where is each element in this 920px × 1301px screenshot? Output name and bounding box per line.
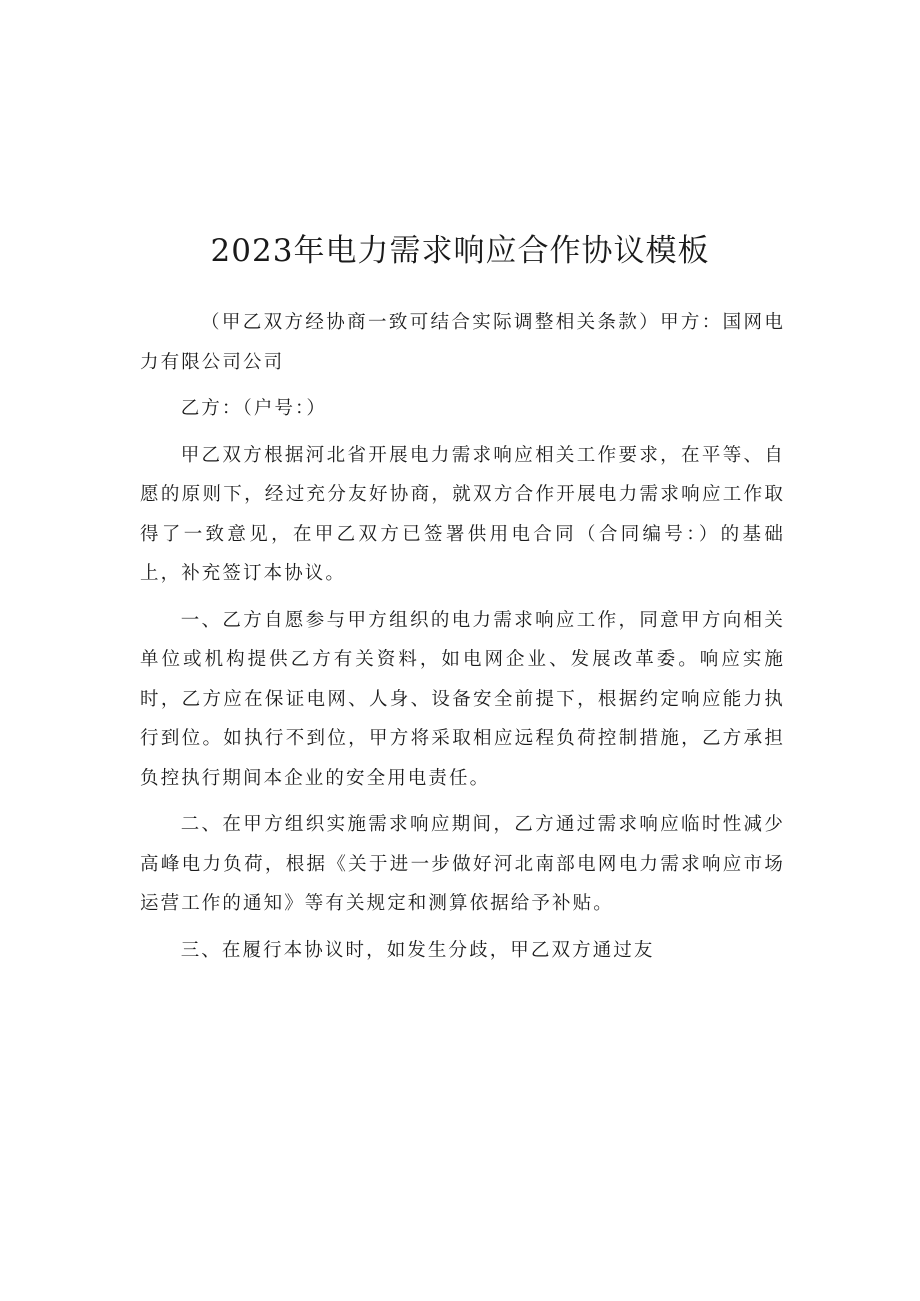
party-b-line: 乙方：（户号：） bbox=[180, 398, 327, 419]
paragraph-clause-1: 一、乙方自愿参与甲方组织的电力需求响应工作，同意甲方向相关单位或机构提供乙方有关资料，如电网企业、发展改革委。响应实施时，乙方应在保证电网、人身、设备安全前提下，根据约定响应能力执行到位。如执行不到位，甲方将采取相应远程负荷控制措施，乙方承担负控执行期间本企业的安全用电责任。 bbox=[140, 609, 785, 789]
document-body bbox=[140, 303, 785, 970]
paragraph-clause-3: 三、在履行本协议时，如发生分歧，甲乙双方通过友 bbox=[180, 939, 655, 961]
paragraph-preamble: 甲乙双方根据河北省开展电力需求响应相关工作要求，在平等、自愿的原则下，经过充分友好协商，就双方合作开展电力需求响应工作取得了一致意见，在甲乙双方已签署供用电合同（合同编号：）的基础上，补充签订本协议。 bbox=[140, 444, 785, 584]
intro-line: （甲乙双方经协商一致可结合实际调整相关条款）甲方：国网电力有限公司公司 bbox=[140, 312, 785, 373]
document-title: 2023年电力需求响应合作协议模板 bbox=[210, 233, 710, 269]
paragraph-clause-2: 二、在甲方组织实施需求响应期间，乙方通过需求响应临时性减少高峰电力负荷，根据《关于进一步做好河北南部电网电力需求响应市场运营工作的通知》等有关规定和测算依据给予补贴。 bbox=[140, 814, 785, 914]
